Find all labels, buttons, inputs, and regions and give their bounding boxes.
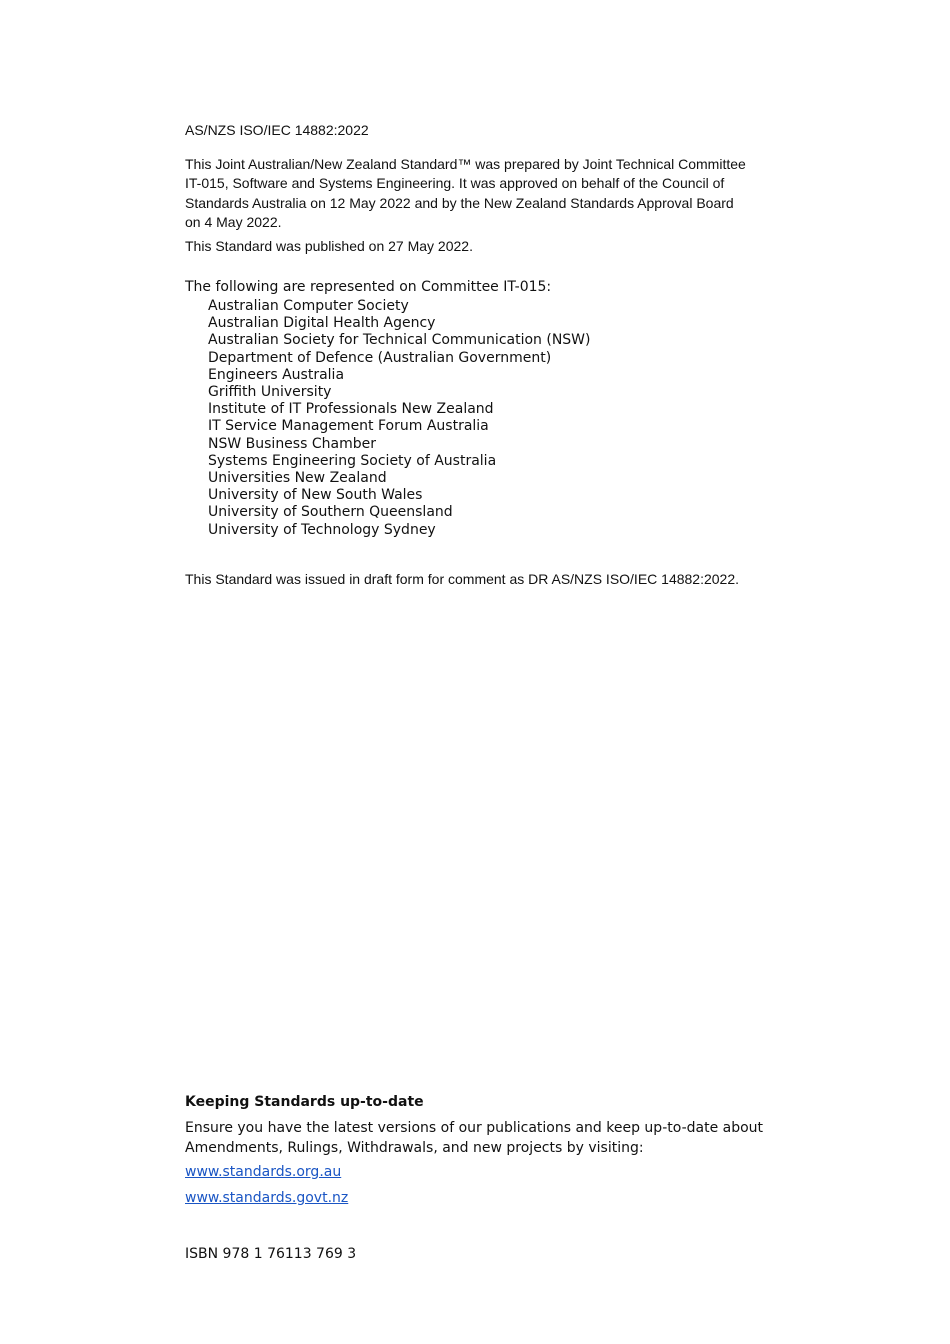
list-item: University of Technology Sydney <box>208 521 436 538</box>
committee-members-list <box>208 298 590 539</box>
list-item: Griffith University <box>208 384 332 401</box>
committee-intro: The following are represented on Committee IT-015: <box>185 279 552 295</box>
list-item: Universities New Zealand <box>208 470 387 487</box>
preparation-paragraph <box>185 155 765 232</box>
list-item: Australian Society for Technical Communication (NSW) <box>208 332 591 349</box>
standards-nz-link[interactable]: www.standards.govt.nz <box>185 1190 349 1206</box>
preparation-line: Standards Australia on 12 May 2022 and by the New Zealand Standards Approval Board <box>185 194 734 211</box>
list-item: Engineers Australia <box>208 366 345 383</box>
list-item: IT Service Management Forum Australia <box>208 418 489 435</box>
list-item: Systems Engineering Society of Australia <box>208 452 497 469</box>
preparation-line: IT-015, Software and Systems Engineering. It was approved on behalf of the Council of <box>185 175 725 192</box>
standards-au-link[interactable]: www.standards.org.au <box>185 1164 342 1180</box>
list-item: University of New South Wales <box>208 487 423 504</box>
preparation-line: This Joint Australian/New Zealand Standard™ was prepared by Joint Technical Committee <box>185 156 746 172</box>
published-date: This Standard was published on 27 May 2022. <box>185 238 473 254</box>
list-item: Institute of IT Professionals New Zealand <box>208 401 494 418</box>
keeping-standards-heading: Keeping Standards up-to-date <box>185 1094 424 1110</box>
keeping-line: Amendments, Rulings, Withdrawals, and new projects by visiting: <box>185 1140 644 1156</box>
draft-note: This Standard was issued in draft form for comment as DR AS/NZS ISO/IEC 14882:2022. <box>185 571 740 587</box>
list-item: University of Southern Queensland <box>208 504 453 521</box>
committee-section <box>185 278 590 539</box>
list-item: Australian Computer Society <box>208 298 409 314</box>
keeping-line: Ensure you have the latest versions of our publications and keep up-to-date about <box>185 1120 764 1136</box>
isbn-number: ISBN 978 1 76113 769 3 <box>185 1246 357 1262</box>
preparation-line: on 4 May 2022. <box>185 213 282 230</box>
list-item: NSW Business Chamber <box>208 435 376 452</box>
list-item: Department of Defence (Australian Government) <box>208 349 552 366</box>
list-item: Australian Digital Health Agency <box>208 315 436 332</box>
keeping-standards-paragraph <box>185 1118 763 1158</box>
document-code: AS/NZS ISO/IEC 14882:2022 <box>185 122 369 138</box>
